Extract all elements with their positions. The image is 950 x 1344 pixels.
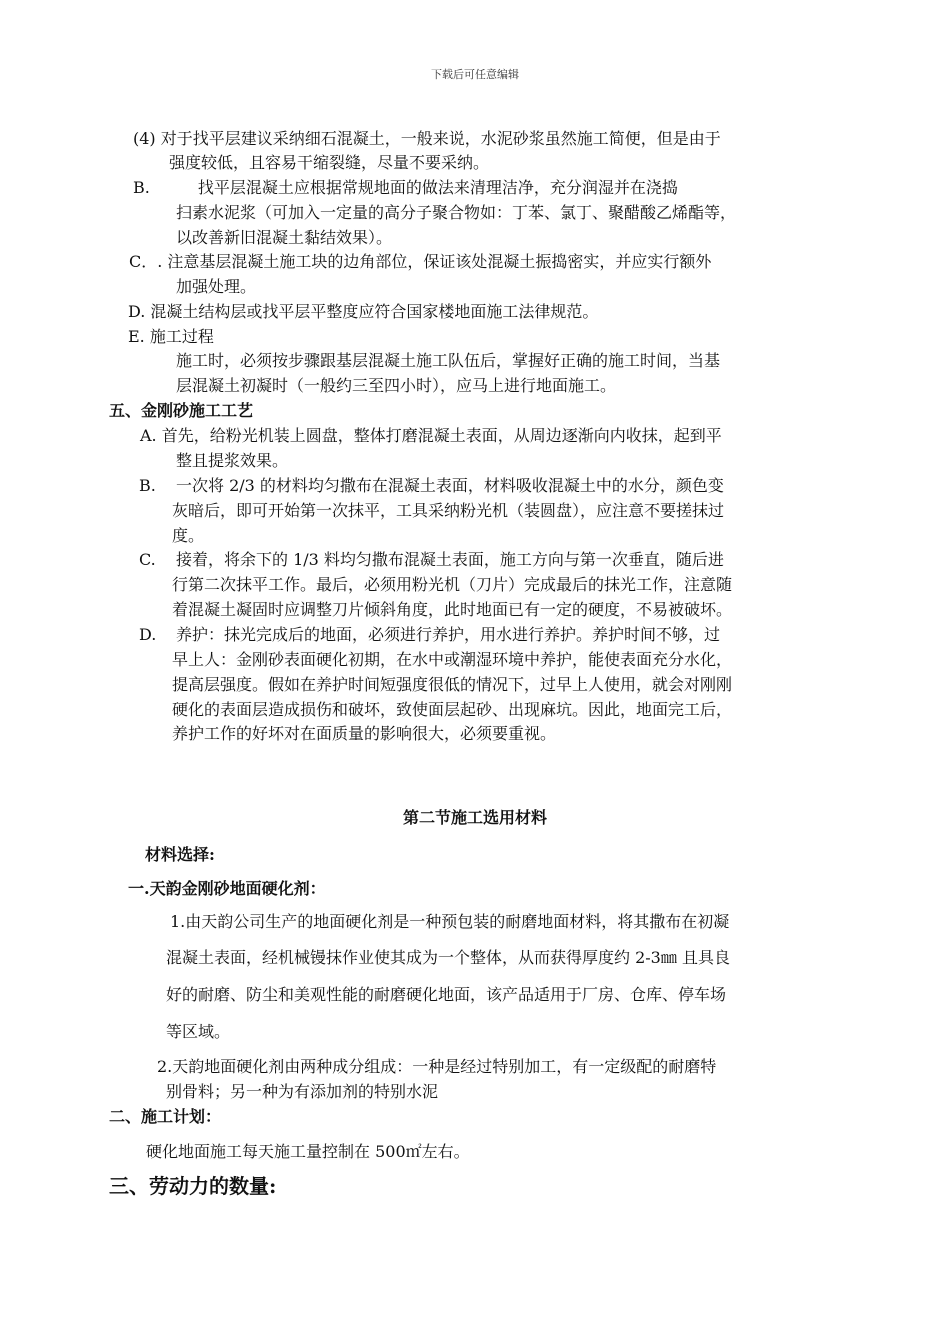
para-line: 加强处理。 xyxy=(176,277,257,296)
list-label: C. xyxy=(139,550,156,569)
para-line: 层混凝土初凝时（一般约三至四小时），应马上进行地面施工。 xyxy=(176,376,617,395)
para-line: 养护：抹光完成后的地面，必须进行养护，用水进行养护。养护时间不够，过 xyxy=(176,625,721,644)
para-line: 灰暗后，即可开始第一次抹平，工具采纳粉光机（装圆盘），应注意不要搓抹过 xyxy=(172,501,725,520)
para-line: 养护工作的好坏对在面质量的影响很大，必须要重视。 xyxy=(172,724,557,743)
para-line: 接着，将余下的 1/3 料均匀撒布混凝土表面，施工方向与第一次垂直，随后进 xyxy=(176,550,724,569)
para-line: 提高层强度。假如在养护时间短强度很低的情况下，过早上人使用，就会对刚刚 xyxy=(172,675,733,694)
list-label: B. xyxy=(139,476,156,495)
para-line: 别骨料；另一种为有添加剂的特别水泥 xyxy=(166,1082,439,1101)
para-line: C．. 注意基层混凝土施工块的边角部位，保证该处混凝土振捣密实，并应实行额外 xyxy=(129,252,712,271)
subheading: 材料选择: xyxy=(145,845,215,864)
para-line: E. 施工过程 xyxy=(128,327,214,346)
para-line: 硬化的表面层造成损伤和破坏，致使面层起砂、出现麻坑。因此，地面完工后， xyxy=(172,700,733,719)
para-line: 行第二次抹平工作。最后，必须用粉光机（刀片）完成最后的抹光工作，注意随 xyxy=(172,575,733,594)
para-line: A. 首先，给粉光机装上圆盘，整体打磨混凝土表面，从周边逐渐向内收抹，起到平 xyxy=(140,426,722,445)
para-line: 一次将 2/3 的材料均匀撒布在混凝土表面，材料吸收混凝土中的水分，颜色变 xyxy=(176,476,724,495)
para-line: 等区域。 xyxy=(166,1022,231,1041)
para-line: 混凝土表面，经机械镘抹作业使其成为一个整体，从而获得厚度约 2-3㎜ 且具良 xyxy=(166,948,730,967)
para-line: 整且提浆效果。 xyxy=(176,451,289,470)
para-line: 施工时，必须按步骤跟基层混凝土施工队伍后，掌握好正确的施工时间，当基 xyxy=(176,351,721,370)
list-label: D. xyxy=(139,625,157,644)
para-line: 强度较低，且容易干缩裂缝，尽量不要采纳。 xyxy=(169,153,490,172)
para-line: 1.由天韵公司生产的地面硬化剂是一种预包装的耐磨地面材料，将其撒布在初凝 xyxy=(170,912,730,931)
para-line: B. 找平层混凝土应根据常规地面的做法来清理洁净，充分润湿并在浇捣 xyxy=(133,178,678,197)
subheading: 一.天韵金刚砂地面硬化剂： xyxy=(128,879,326,898)
para-line: 早上人：金刚砂表面硬化初期，在水中或潮湿环境中养护，能使表面充分水化， xyxy=(172,650,733,669)
para-line: 好的耐磨、防尘和美观性能的耐磨硬化地面，该产品适用于厂房、仓库、停车场 xyxy=(166,985,727,1004)
para-line: 着混凝土凝固时应调整刀片倾斜角度，此时地面已有一定的硬度，不易被破坏。 xyxy=(172,600,733,619)
para-line: (4) 对于找平层建议采纳细石混凝土，一般来说，水泥砂浆虽然施工简便，但是由于 xyxy=(133,129,721,148)
section-heading: 二、施工计划： xyxy=(109,1107,222,1126)
para-line: 2.天韵地面硬化剂由两种成分组成：一种是经过特别加工，有一定级配的耐磨特 xyxy=(157,1057,717,1076)
para-line: 度。 xyxy=(172,526,205,545)
section-heading: 三、劳动力的数量: xyxy=(109,1174,277,1198)
para-line: D. 混凝土结构层或找平层平整度应符合国家楼地面施工法律规范。 xyxy=(128,302,599,321)
para-line: 以改善新旧混凝土黏结效果）。 xyxy=(176,228,393,247)
para-line: 扫素水泥浆（可加入一定量的高分子聚合物如：丁苯、氯丁、聚醋酸乙烯酯等， xyxy=(176,203,737,222)
section-title: 第二节施工选用材料 xyxy=(402,808,547,827)
para-line: 硬化地面施工每天施工量控制在 500㎡左右。 xyxy=(146,1142,470,1161)
page-header: 下载后可任意编辑 xyxy=(431,68,519,81)
section-heading: 五、金刚砂施工工艺 xyxy=(109,401,254,420)
